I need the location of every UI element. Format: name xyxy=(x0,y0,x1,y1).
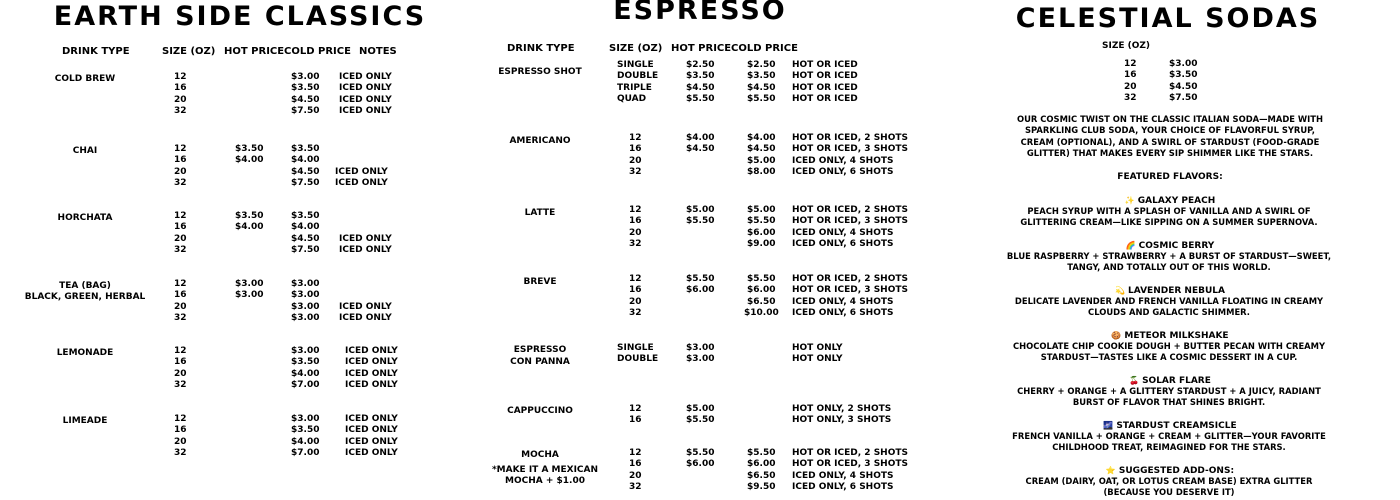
note: ICED ONLY xyxy=(339,105,392,116)
note: HOT OR ICED, 2 SHOTS xyxy=(792,133,908,143)
cold-price: $3.00 xyxy=(291,279,320,289)
size-value: 20 xyxy=(174,166,187,177)
size-value: DOUBLE xyxy=(617,71,659,82)
size-value: 20 xyxy=(174,233,187,244)
note: ICED ONLY, 6 SHOTS xyxy=(792,481,894,492)
soda-price: $3.00 xyxy=(1169,59,1198,69)
hot-price: $3.00 xyxy=(686,354,715,365)
note: HOT ONLY, 2 SHOTS xyxy=(792,404,892,414)
note: ICED ONLY xyxy=(339,301,392,312)
star-icon: ✨ xyxy=(1124,196,1135,205)
size-value: 32 xyxy=(1124,92,1137,103)
note: HOT ONLY xyxy=(792,354,843,365)
size-value: 12 xyxy=(629,404,642,414)
cold-price: $6.00 xyxy=(747,285,776,296)
cold-price: $4.50 xyxy=(747,144,776,155)
note: ICED ONLY, 6 SHOTS xyxy=(792,166,894,177)
drink-subtitle: MOCHA + $1.00 xyxy=(505,476,585,486)
cold-price: $7.50 xyxy=(291,177,320,188)
note: ICED ONLY, 6 SHOTS xyxy=(792,238,894,249)
note: HOT OR ICED, 3 SHOTS xyxy=(792,459,908,470)
note: ICED ONLY xyxy=(335,177,388,188)
size-value: 12 xyxy=(174,279,187,289)
hot-price: $3.50 xyxy=(235,144,264,154)
column-header: HOT PRICE xyxy=(671,43,732,54)
size-value: 20 xyxy=(174,301,187,312)
note: HOT ONLY, 3 SHOTS xyxy=(792,415,892,426)
size-value: 12 xyxy=(629,274,642,284)
size-value: TRIPLE xyxy=(617,82,652,93)
hot-price: $2.50 xyxy=(686,60,715,70)
cold-price: $3.00 xyxy=(291,301,320,312)
cold-price: $10.00 xyxy=(744,307,779,318)
hot-price: $3.50 xyxy=(235,211,264,221)
size-value: 16 xyxy=(174,83,187,94)
flavor-description: FRENCH VANILLA + ORANGE + CREAM + GLITTER—YOUR FAVORITE CHILDHOOD TREAT, REIMAGINED FOR THE STARS. xyxy=(1012,431,1326,453)
cold-price: $4.00 xyxy=(291,436,320,447)
hot-price: $4.00 xyxy=(235,222,264,233)
drink-name: COLD BREW xyxy=(54,74,116,84)
size-value: 20 xyxy=(174,94,187,105)
size-value: 20 xyxy=(1124,81,1137,92)
cold-price: $6.50 xyxy=(747,470,776,481)
size-header: SIZE (OZ) xyxy=(1102,41,1151,51)
size-value: 16 xyxy=(174,357,187,368)
size-value: 20 xyxy=(629,296,642,307)
note: HOT OR ICED, 3 SHOTS xyxy=(792,216,908,227)
size-value: 12 xyxy=(174,72,187,82)
soda-price: $3.50 xyxy=(1169,70,1198,81)
note: ICED ONLY, 4 SHOTS xyxy=(792,296,894,307)
flavor-name: METEOR MILKSHAKE xyxy=(1124,331,1229,341)
hot-price: $6.00 xyxy=(686,285,715,296)
flavor-description: DELICATE LAVENDER AND FRENCH VANILLA FLOATING IN CREAMY CLOUDS AND GALACTIC SHIMMER. xyxy=(1014,296,1324,318)
size-value: SINGLE xyxy=(617,343,654,353)
hot-price: $4.00 xyxy=(235,155,264,166)
hot-price: $3.00 xyxy=(235,290,264,301)
note: ICED ONLY xyxy=(339,72,392,82)
drink-name: HORCHATA xyxy=(57,213,113,223)
cold-price: $5.50 xyxy=(747,93,776,104)
star-icon: ⭐ xyxy=(1105,466,1116,475)
cold-price: $8.00 xyxy=(747,166,776,177)
cold-price: $3.50 xyxy=(291,83,320,94)
drink-name: ESPRESSO SHOT xyxy=(498,67,582,77)
size-value: 12 xyxy=(174,211,187,221)
size-value: 12 xyxy=(629,448,642,458)
flavor-description: CREAM (DAIRY, OAT, OR LOTUS CREAM BASE) EXTRA GLITTER (BECAUSE YOU DESERVE IT) xyxy=(1025,476,1313,498)
drink-name: LEMONADE xyxy=(56,348,114,358)
note: HOT OR ICED xyxy=(792,93,858,104)
flavor-description: CHERRY + ORANGE + A GLITTERY STARDUST + A JUICY, RADIANT BURST OF FLAVOR THAT SHINES BRIGHT. xyxy=(1017,386,1321,408)
cold-price: $3.00 xyxy=(291,346,320,356)
flavor-description: BLUE RASPBERRY + STRAWBERRY + A BURST OF STARDUST—SWEET, TANGY, AND TOTALLY OUT OF THIS WORLD. xyxy=(1006,251,1332,273)
cold-price: $5.50 xyxy=(747,448,776,458)
column-header: DRINK TYPE xyxy=(62,46,130,57)
flavor-name: COSMIC BERRY xyxy=(1138,241,1215,251)
note: ICED ONLY xyxy=(339,312,392,323)
size-value: 16 xyxy=(629,144,642,155)
drink-name: BREVE xyxy=(523,277,557,287)
note: HOT ONLY xyxy=(792,343,843,353)
cold-price: $3.50 xyxy=(291,144,320,154)
cold-price: $5.50 xyxy=(747,216,776,227)
flavor-name: SUGGESTED ADD-ONS: xyxy=(1118,466,1235,476)
cookie-icon: 🍪 xyxy=(1111,331,1122,340)
drink-name: AMERICANO xyxy=(509,136,571,146)
note: ICED ONLY, 6 SHOTS xyxy=(792,307,894,318)
size-value: 16 xyxy=(174,222,187,233)
note: ICED ONLY xyxy=(339,83,392,94)
drink-name: CHAI xyxy=(72,146,98,156)
flavor-name: SOLAR FLARE xyxy=(1142,376,1211,386)
column-header: SIZE (OZ) xyxy=(609,43,663,54)
hot-price: $4.50 xyxy=(686,144,715,155)
note: ICED ONLY xyxy=(345,436,398,447)
cold-price: $3.00 xyxy=(291,72,320,82)
size-value: 16 xyxy=(629,459,642,470)
hot-price: $5.50 xyxy=(686,448,715,458)
cold-price: $3.50 xyxy=(291,425,320,436)
section-title: ESPRESSO xyxy=(613,0,787,26)
cold-price: $2.50 xyxy=(747,60,776,70)
flavor-name: LAVENDER NEBULA xyxy=(1128,286,1225,296)
cold-price: $3.00 xyxy=(291,312,320,323)
size-value: 12 xyxy=(174,346,187,356)
note: ICED ONLY xyxy=(345,414,398,424)
soda-price: $7.50 xyxy=(1169,92,1198,103)
note: HOT OR ICED, 2 SHOTS xyxy=(792,448,908,458)
size-value: 32 xyxy=(174,312,187,323)
drink-name-line2: CON PANNA xyxy=(510,356,570,367)
note: HOT OR ICED, 2 SHOTS xyxy=(792,274,908,284)
note: ICED ONLY xyxy=(345,425,398,436)
size-value: 32 xyxy=(629,166,642,177)
cold-price: $5.00 xyxy=(747,205,776,215)
hot-price: $5.50 xyxy=(686,274,715,284)
column-header: HOT PRICE xyxy=(224,46,285,57)
size-value: 12 xyxy=(174,144,187,154)
cold-price: $6.00 xyxy=(747,459,776,470)
note: ICED ONLY xyxy=(345,379,398,390)
section-title: CELESTIAL SODAS xyxy=(1015,3,1321,34)
drink-name: TEA (BAG) xyxy=(59,281,111,291)
cold-price: $4.00 xyxy=(291,155,320,166)
drink-subtitle: BLACK, GREEN, HERBAL xyxy=(24,292,146,302)
cold-price: $4.00 xyxy=(291,368,320,379)
cold-price: $3.50 xyxy=(291,357,320,368)
hot-price: $5.50 xyxy=(686,93,715,104)
sparkle-icon: 💫 xyxy=(1115,286,1125,295)
size-value: 16 xyxy=(629,285,642,296)
note: ICED ONLY xyxy=(345,357,398,368)
cold-price: $7.00 xyxy=(291,447,320,458)
note: HOT OR ICED xyxy=(792,82,858,93)
column-header: SIZE (OZ) xyxy=(162,46,216,57)
size-value: QUAD xyxy=(617,93,647,104)
note: ICED ONLY xyxy=(335,166,388,177)
size-value: 32 xyxy=(174,447,187,458)
drink-name: LIMEADE xyxy=(62,416,108,426)
drink-name: ESPRESSO xyxy=(513,345,567,355)
flavor-name: GALAXY PEACH xyxy=(1137,196,1216,206)
note: ICED ONLY xyxy=(339,233,392,244)
size-value: 12 xyxy=(1124,59,1137,69)
section-title: EARTH SIDE CLASSICS xyxy=(53,1,427,32)
note: ICED ONLY xyxy=(345,447,398,458)
soda-description: OUR COSMIC TWIST ON THE CLASSIC ITALIAN SODA—MADE WITH SPARKLING CLUB SODA, YOUR CHOICE OF FLAVORFUL SYRUP, CREAM (OPTIONAL), AND A SWIRL OF STARDUST (FOOD-GRADE GLITTER) THAT MAKES EVERY SIP SHIMMER LIKE THE STARS. xyxy=(1016,114,1323,158)
night-sky-icon: 🌌 xyxy=(1103,421,1114,430)
size-value: 12 xyxy=(629,133,642,143)
cold-price: $6.00 xyxy=(747,227,776,238)
cold-price: $4.00 xyxy=(291,222,320,233)
flavor-description: PEACH SYRUP WITH A SPLASH OF VANILLA AND A SWIRL OF GLITTERING CREAM—LIKE SIPPING ON A SUMMER SUPERNOVA. xyxy=(1020,206,1318,228)
hot-price: $5.00 xyxy=(686,404,715,414)
cold-price: $5.00 xyxy=(747,155,776,166)
size-value: 12 xyxy=(629,205,642,215)
size-value: 32 xyxy=(174,177,187,188)
column-header: COLD PRICE xyxy=(731,43,798,54)
note: HOT OR ICED, 2 SHOTS xyxy=(792,205,908,215)
size-value: 32 xyxy=(174,105,187,116)
cold-price: $6.50 xyxy=(747,296,776,307)
note: ICED ONLY, 4 SHOTS xyxy=(792,155,894,166)
note: ICED ONLY xyxy=(339,244,392,255)
size-value: 16 xyxy=(1124,70,1137,81)
cold-price: $7.50 xyxy=(291,105,320,116)
cold-price: $4.00 xyxy=(747,133,776,143)
cold-price: $5.50 xyxy=(747,274,776,284)
note: HOT OR ICED xyxy=(792,71,858,82)
cold-price: $4.50 xyxy=(291,233,320,244)
drink-name: MOCHA xyxy=(521,450,559,460)
size-value: 32 xyxy=(629,481,642,492)
note: ICED ONLY xyxy=(345,346,398,356)
soda-price: $4.50 xyxy=(1169,81,1198,92)
cold-price: $4.50 xyxy=(291,166,320,177)
cold-price: $3.50 xyxy=(747,71,776,82)
cold-price: $7.00 xyxy=(291,379,320,390)
size-value: SINGLE xyxy=(617,60,654,70)
size-value: 20 xyxy=(174,436,187,447)
column-header: COLD PRICE xyxy=(284,46,351,57)
cold-price: $4.50 xyxy=(747,82,776,93)
note: ICED ONLY xyxy=(339,94,392,105)
hot-price: $4.00 xyxy=(686,133,715,143)
cold-price: $9.50 xyxy=(747,481,776,492)
hot-price: $3.00 xyxy=(686,343,715,353)
drink-subtitle: *MAKE IT A MEXICAN xyxy=(491,465,599,475)
column-header: DRINK TYPE xyxy=(507,43,575,54)
note: HOT OR ICED xyxy=(792,60,858,70)
note: ICED ONLY, 4 SHOTS xyxy=(792,470,894,481)
cold-price: $7.50 xyxy=(291,244,320,255)
flavor-description: CHOCOLATE CHIP COOKIE DOUGH + BUTTER PECAN WITH CREAMY STARDUST—TASTES LIKE A COSMIC DESSERT IN A CUP. xyxy=(1012,341,1326,363)
flavor-name: STARDUST CREAMSICLE xyxy=(1116,421,1237,431)
size-value: 16 xyxy=(629,415,642,426)
note: ICED ONLY, 4 SHOTS xyxy=(792,227,894,238)
size-value: DOUBLE xyxy=(617,354,659,365)
cold-price: $9.00 xyxy=(747,238,776,249)
hot-price: $5.50 xyxy=(686,216,715,227)
cherry-icon: 🍒 xyxy=(1129,376,1140,385)
size-value: 20 xyxy=(174,368,187,379)
cold-price: $3.00 xyxy=(291,414,320,424)
hot-price: $3.00 xyxy=(235,279,264,289)
hot-price: $5.50 xyxy=(686,415,715,426)
hot-price: $4.50 xyxy=(686,82,715,93)
rainbow-icon: 🌈 xyxy=(1125,241,1136,250)
hot-price: $6.00 xyxy=(686,459,715,470)
size-value: 32 xyxy=(629,238,642,249)
column-header: NOTES xyxy=(359,46,397,57)
cold-price: $3.50 xyxy=(291,211,320,221)
note: ICED ONLY xyxy=(345,368,398,379)
size-value: 32 xyxy=(174,379,187,390)
featured-label: FEATURED FLAVORS: xyxy=(1117,172,1223,182)
hot-price: $5.00 xyxy=(686,205,715,215)
size-value: 32 xyxy=(629,307,642,318)
size-value: 12 xyxy=(174,414,187,424)
note: HOT OR ICED, 3 SHOTS xyxy=(792,144,908,155)
size-value: 16 xyxy=(174,290,187,301)
drink-name: CAPPUCCINO xyxy=(507,406,573,416)
size-value: 32 xyxy=(174,244,187,255)
size-value: 16 xyxy=(174,425,187,436)
cold-price: $4.50 xyxy=(291,94,320,105)
drink-name: LATTE xyxy=(524,208,556,218)
hot-price: $3.50 xyxy=(686,71,715,82)
size-value: 20 xyxy=(629,470,642,481)
note: HOT OR ICED, 3 SHOTS xyxy=(792,285,908,296)
size-value: 16 xyxy=(629,216,642,227)
size-value: 20 xyxy=(629,155,642,166)
size-value: 20 xyxy=(629,227,642,238)
cold-price: $3.00 xyxy=(291,290,320,301)
size-value: 16 xyxy=(174,155,187,166)
